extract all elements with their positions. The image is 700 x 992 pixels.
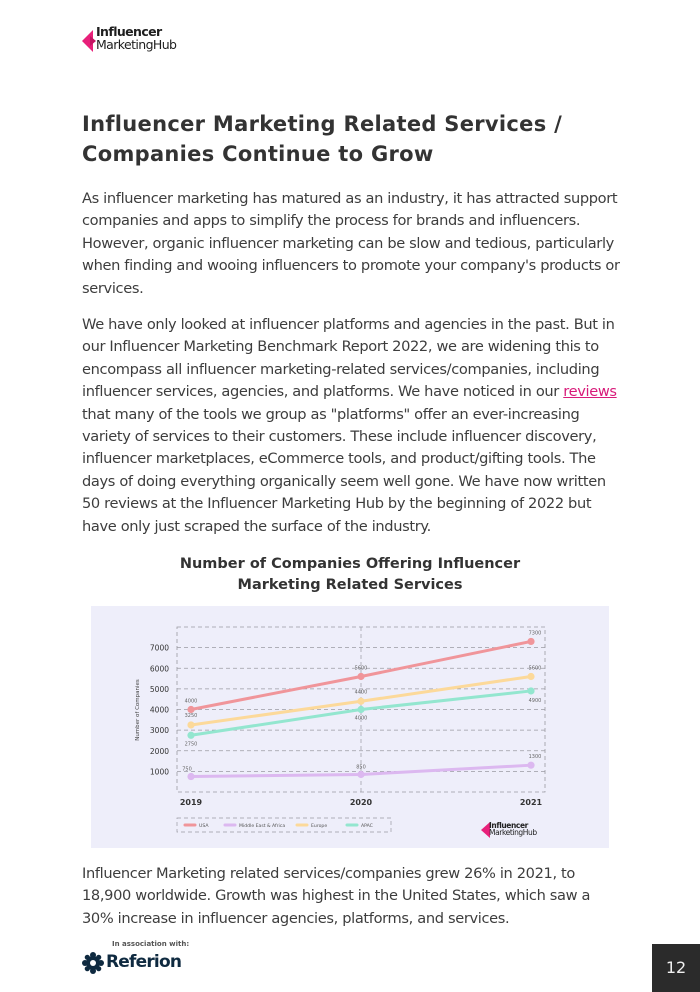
- data-point: [357, 673, 364, 680]
- data-point: [527, 687, 534, 694]
- data-label: 850: [356, 764, 366, 771]
- data-point: [527, 673, 534, 680]
- data-label: 5600: [354, 665, 368, 672]
- data-label: 750: [182, 766, 192, 773]
- x-tick-label: 2019: [179, 798, 203, 807]
- association-label: In association with:: [112, 940, 190, 948]
- data-point: [187, 773, 194, 780]
- y-tick-label: 5000: [149, 684, 169, 694]
- x-tick-label: 2021: [519, 798, 543, 807]
- data-point: [527, 638, 534, 645]
- data-point: [527, 762, 534, 769]
- data-label: 4000: [184, 698, 198, 705]
- data-label: 5600: [528, 665, 542, 672]
- y-tick-label: 2000: [149, 746, 169, 756]
- y-axis-label: Number of Companies: [135, 679, 141, 741]
- logo-wordmark: Influencer MarketingHub: [96, 24, 177, 52]
- watermark-line1: Influencer: [489, 821, 528, 830]
- referion-gear-icon: [82, 952, 104, 974]
- paragraph-growth: Influencer Marketing related services/companies grew 26% in 2021, to 18,900 worldwide. Growth was highest in the United States, which saw a 30% increase in influencer agencies, platforms, and services.: [82, 865, 591, 927]
- paragraph-text: that many of the tools we group as "platforms" offer an ever-increasing variety of services to their customers. These include influencer discovery, influencer marketplaces, eCommerce tools, and product/gifting tools. The days of doing everything organically seem well gone. We have now written 50 reviews at the Influencer Marketing Hub by the beginning of 2022 but have only just scraped the surface of the industry.: [82, 405, 606, 535]
- y-tick-label: 4000: [149, 705, 169, 715]
- y-tick-label: 6000: [149, 664, 169, 674]
- data-point: [357, 706, 364, 713]
- legend-label: Europe: [311, 824, 328, 829]
- page-number: 12: [652, 944, 700, 992]
- paragraph-text: We have only looked at influencer platforms and agencies in the past. But in our Influencer Marketing Benchmark Report 2022, we are widening this to encompass all influencer marketing-related services/companies, including influencer services, agencies, and platforms. We have noticed in our: [82, 316, 615, 401]
- reviews-link[interactable]: reviews: [563, 383, 617, 401]
- data-label: 2750: [184, 741, 198, 748]
- data-point: [357, 771, 364, 778]
- y-tick-label: 1000: [149, 767, 169, 777]
- data-label: 4900: [528, 697, 542, 704]
- chart-title: Number of Companies Offering Influencer Marketing Related Services: [179, 556, 521, 593]
- data-label: 3250: [184, 712, 198, 719]
- data-point: [187, 721, 194, 728]
- watermark-line2: MarketingHub: [489, 828, 537, 837]
- chart-container: [91, 606, 609, 848]
- line-chart: [91, 606, 609, 848]
- brand-logo: [82, 26, 212, 56]
- data-label: 4400: [354, 689, 368, 696]
- data-label: 1300: [528, 754, 542, 761]
- data-point: [357, 698, 364, 705]
- y-tick-label: 3000: [149, 726, 169, 736]
- paragraph-intro: As influencer marketing has matured as an industry, it has attracted support companies and apps to simplify the process for brands and influencers. However, organic influencer marketing can be slow and tedious, particularly when finding and wooing influencers to promote your company's products or services.: [82, 190, 620, 297]
- data-point: [187, 732, 194, 739]
- data-label: 4000: [354, 715, 368, 722]
- data-label: 7300: [528, 630, 542, 637]
- partner-name: Referion: [106, 952, 182, 972]
- paragraph-services: [82, 314, 622, 538]
- y-tick-label: 7000: [149, 643, 169, 653]
- legend-label: USA: [199, 824, 209, 829]
- legend-label: APAC: [361, 824, 373, 829]
- section-heading: Influencer Marketing Related Services / Companies Continue to Grow: [82, 112, 563, 166]
- legend-label: Middle East & Africa: [239, 824, 286, 829]
- x-tick-label: 2020: [349, 798, 373, 807]
